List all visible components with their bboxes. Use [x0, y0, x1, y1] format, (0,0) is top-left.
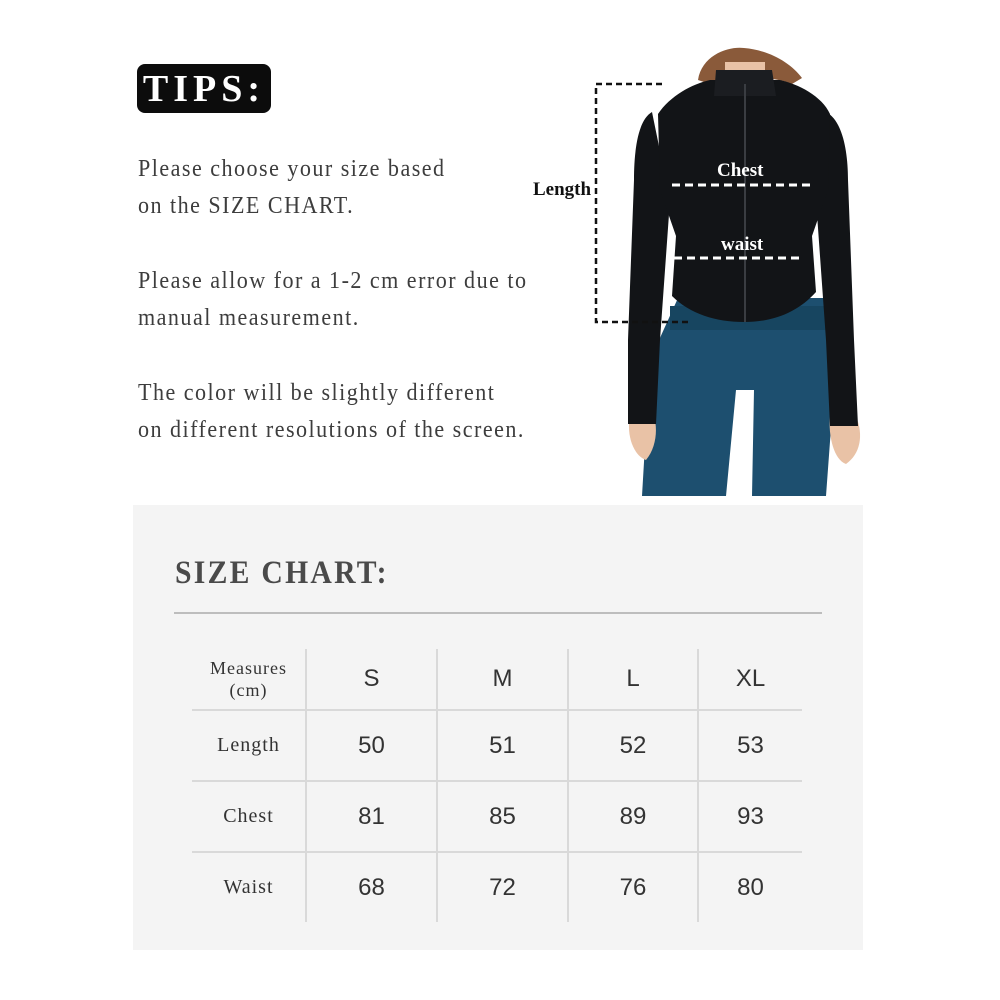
- chest-label: Chest: [717, 160, 764, 181]
- tip-line: The color will be slightly different: [138, 380, 496, 406]
- size-header-s: S: [306, 649, 437, 710]
- model-illustration: [530, 40, 890, 500]
- size-header-l: L: [568, 649, 698, 710]
- table-header-row: [192, 649, 802, 710]
- tip-line: on the SIZE CHART.: [138, 193, 355, 219]
- size-chart-title: SIZE CHART:: [175, 555, 389, 591]
- table-cell: 53: [698, 710, 802, 781]
- table-row: [192, 781, 802, 852]
- tip-color-difference: [138, 375, 525, 449]
- measures-unit-line: (cm): [229, 680, 268, 700]
- length-label: Length: [533, 179, 592, 200]
- measures-header-line: Measures: [210, 658, 287, 678]
- table-cell: 80: [698, 852, 802, 922]
- model-figure: [530, 40, 890, 500]
- table-cell: 52: [568, 710, 698, 781]
- tip-line: Please choose your size based: [138, 156, 446, 182]
- size-header-xl: XL: [698, 649, 802, 710]
- table-cell: 50: [306, 710, 437, 781]
- tip-line: on different resolutions of the screen.: [138, 417, 525, 443]
- size-table: [192, 649, 802, 922]
- table-cell: 68: [306, 852, 437, 922]
- measures-header: [192, 649, 306, 710]
- title-divider: [174, 612, 822, 614]
- tip-line: Please allow for a 1-2 cm error due to: [138, 268, 528, 294]
- row-label-chest: Chest: [192, 781, 306, 852]
- row-label-waist: Waist: [192, 852, 306, 922]
- table-row: [192, 852, 802, 922]
- table-cell: 72: [437, 852, 568, 922]
- tip-measurement-error: [138, 263, 527, 337]
- table-cell: 93: [698, 781, 802, 852]
- table-cell: 81: [306, 781, 437, 852]
- table-cell: 89: [568, 781, 698, 852]
- tip-size-chart: [138, 151, 446, 225]
- table-cell: 85: [437, 781, 568, 852]
- tips-badge: TIPS:: [137, 64, 271, 113]
- tip-line: manual measurement.: [138, 305, 360, 331]
- table-cell: 76: [568, 852, 698, 922]
- row-label-length: Length: [192, 710, 306, 781]
- waist-label: waist: [721, 234, 764, 255]
- table-row: [192, 710, 802, 781]
- table-cell: 51: [437, 710, 568, 781]
- size-header-m: M: [437, 649, 568, 710]
- size-chart-panel: [133, 505, 863, 950]
